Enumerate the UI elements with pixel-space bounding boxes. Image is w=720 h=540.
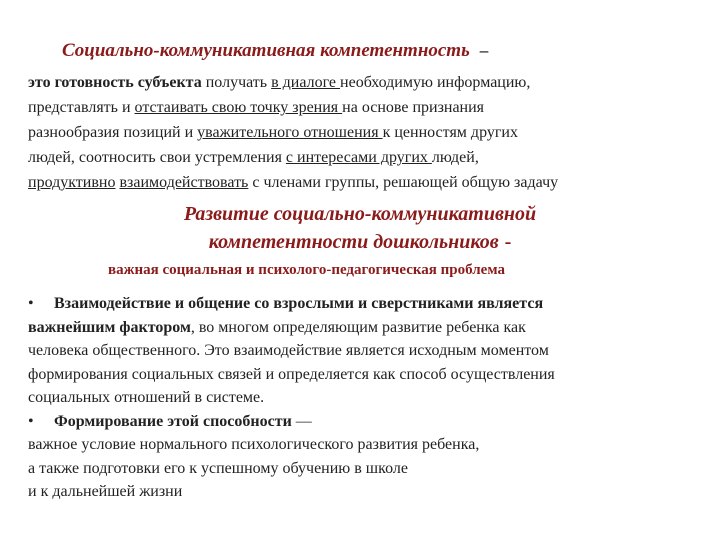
definition-text: на основе признания	[342, 99, 485, 116]
body-line: социальных отношений в системе.	[28, 389, 265, 406]
slide-title	[62, 40, 488, 62]
section-heading-text: компетентности дошкольников	[208, 231, 499, 253]
definition-text: людей, соотносить свои устремления	[28, 149, 286, 166]
definition-underlined: в диалоге	[271, 74, 341, 91]
body-paragraph	[28, 292, 708, 504]
body-line: формирования социальных связей и определяется как способ осуществления	[28, 365, 555, 383]
section-heading-dash: -	[504, 231, 512, 253]
body-line: а также подготовки его к успешному обучению в школе	[28, 459, 408, 477]
definition-line	[28, 95, 708, 120]
definition-line	[28, 145, 708, 170]
definition-text: людей,	[431, 149, 479, 166]
definition-bold: это готовность субъекта	[28, 74, 202, 91]
body-bold: важнейшим фактором	[28, 318, 191, 336]
definition-line	[28, 120, 708, 145]
body-line: и к дальнейшей жизни	[28, 483, 183, 500]
definition-text: разнообразия позиций и	[28, 124, 198, 141]
body-bold: Формирование этой способности	[54, 412, 292, 430]
bullet-icon: •	[28, 295, 34, 312]
definition-text: получать	[201, 74, 272, 91]
definition-text: с членами группы, решающей общую задачу	[248, 174, 559, 191]
definition-text: необходимую информацию,	[340, 74, 531, 91]
body-line	[28, 292, 708, 316]
definition-underlined: взаимодействовать	[119, 174, 249, 191]
definition-underlined: уважительного отношения	[197, 124, 383, 141]
body-text: —	[291, 412, 312, 430]
definition-paragraph	[28, 70, 708, 195]
title-dash: –	[479, 41, 489, 60]
definition-underlined: с интересами других	[285, 149, 432, 166]
definition-text: представлять и	[28, 99, 135, 116]
section-heading-line-2	[0, 228, 720, 256]
definition-underlined: отстаивать свою точку зрения	[134, 99, 343, 116]
bullet-icon: •	[28, 412, 34, 430]
body-bold: Взаимодействие и общение со взрослыми и сверстниками является	[54, 295, 544, 312]
definition-text: к ценностям других	[382, 124, 518, 141]
body-line	[28, 410, 708, 434]
section-subheading: важная социальная и психолого-педагогическая проблема	[108, 262, 505, 278]
title-text: Социально-коммуникативная компетентность	[62, 40, 470, 61]
body-line	[28, 316, 708, 340]
definition-underlined: продуктивно	[28, 174, 116, 191]
section-heading-line-1: Развитие социально-коммуникативной	[183, 203, 537, 225]
section-heading	[0, 200, 720, 256]
body-text: , во многом определяющим развитие ребенка как	[190, 318, 526, 336]
definition-line	[28, 70, 708, 95]
body-line: важное условие нормального психологического развития ребенка,	[28, 436, 480, 453]
definition-line	[28, 170, 708, 195]
body-line: человека общественного. Это взаимодействие является исходным моментом	[28, 342, 549, 359]
